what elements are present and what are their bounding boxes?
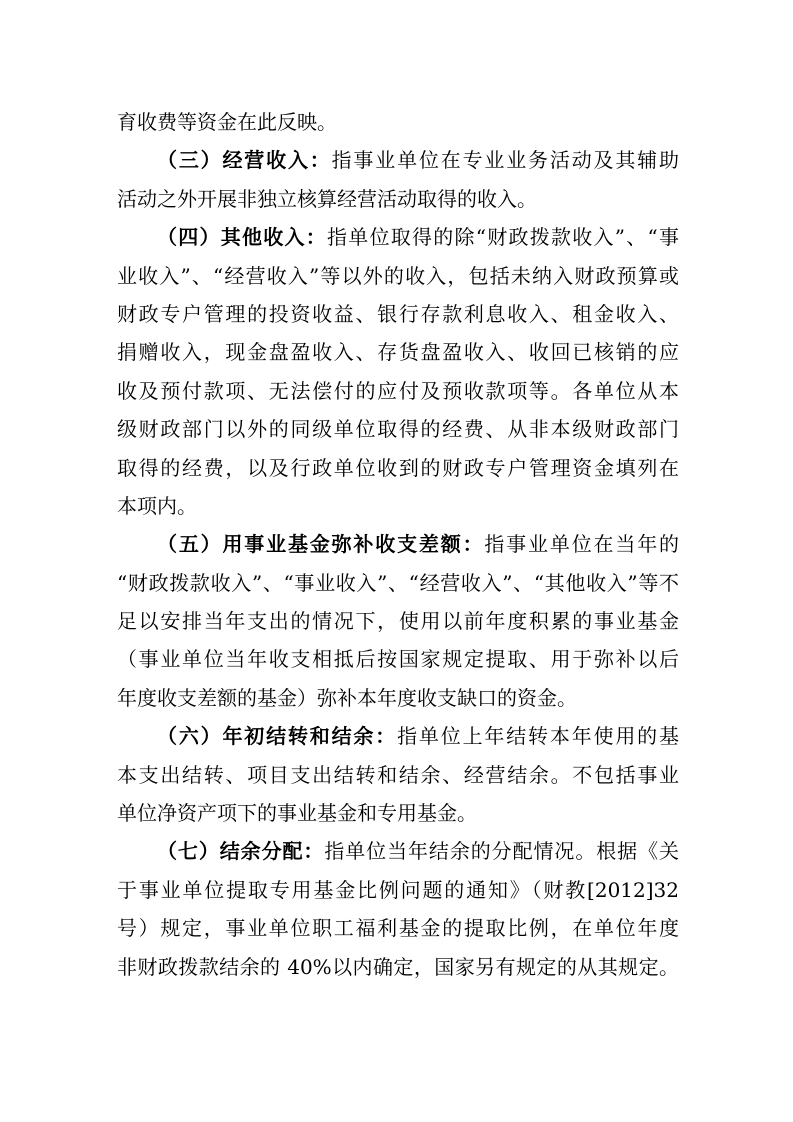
line-text: 指事业单位在当年的	[484, 532, 680, 557]
body-text	[117, 103, 679, 986]
text-line	[117, 717, 679, 755]
line-text: 育收费等资金在此反映。	[117, 110, 337, 134]
section-heading: （三）经营收入：	[157, 148, 332, 173]
line-text: 指单位上年结转本年使用的基	[397, 724, 680, 749]
text-line	[117, 640, 679, 678]
text-line	[117, 333, 679, 371]
line-text: 指单位取得的除“财政拨款收入”、“事	[327, 225, 679, 250]
text-line	[117, 103, 679, 141]
line-text: 级财政部门以外的同级单位取得的经费、从非本级财政部门	[117, 417, 679, 442]
line-text: 非财政拨款结余的 40%以内确定，国家另有规定的从其规定。	[117, 954, 679, 979]
line-text: 活动之外开展非独立核算经营活动取得的收入。	[117, 186, 537, 211]
text-line	[117, 948, 679, 986]
section-heading: （七）结余分配：	[157, 839, 325, 864]
text-line	[117, 257, 679, 295]
section-heading: （四）其他收入：	[157, 225, 328, 250]
text-line	[117, 218, 679, 256]
text-line	[117, 756, 679, 794]
text-line	[117, 679, 679, 717]
line-text: （事业单位当年收支相抵后按国家规定提取、用于弥补以后	[117, 647, 679, 672]
text-line	[117, 909, 679, 947]
text-line	[117, 832, 679, 870]
line-text: 业收入”、“经营收入”等以外的收入，包括未纳入财政预算或	[117, 263, 679, 288]
line-text: 指单位当年结余的分配情况。根据《关	[324, 839, 680, 864]
text-line	[117, 141, 679, 179]
line-text: 捐赠收入，现金盘盈收入、存货盘盈收入、收回已核销的应	[117, 340, 679, 365]
line-text: 收及预付款项、无法偿付的应付及预收款项等。各单位从本	[117, 378, 679, 403]
line-text: “财政拨款收入”、“事业收入”、“经营收入”、“其他收入”等不	[117, 570, 679, 595]
line-text: 年度收支差额的基金）弥补本年度收支缺口的资金。	[117, 685, 577, 710]
line-text: 指事业单位在专业业务活动及其辅助	[331, 148, 680, 173]
line-text: 本支出结转、项目支出结转和结余、经营结余。不包括事业	[117, 762, 679, 787]
text-line	[117, 564, 679, 602]
section-heading: （六）年初结转和结余：	[157, 724, 398, 749]
text-line	[117, 525, 679, 563]
text-line	[117, 372, 679, 410]
line-text: 于事业单位提取专用基金比例问题的通知》（财教[2012]32	[117, 877, 679, 902]
text-line	[117, 487, 679, 525]
line-text: 足以安排当年支出的情况下，使用以前年度积累的事业基金	[117, 609, 679, 634]
line-text: 单位净资产项下的事业基金和专用基金。	[117, 801, 477, 826]
section-heading: （五）用事业基金弥补收支差额：	[157, 532, 485, 557]
text-line	[117, 871, 679, 909]
text-line	[117, 602, 679, 640]
text-line	[117, 794, 679, 832]
line-text: 本项内。	[117, 493, 197, 518]
text-line	[117, 295, 679, 333]
line-text: 财政专户管理的投资收益、银行存款利息收入、租金收入、	[117, 301, 679, 326]
text-line	[117, 449, 679, 487]
line-text: 号）规定，事业单位职工福利基金的提取比例，在单位年度	[117, 916, 679, 941]
line-text: 取得的经费，以及行政单位收到的财政专户管理资金填列在	[117, 455, 679, 480]
text-line	[117, 180, 679, 218]
text-line	[117, 410, 679, 448]
